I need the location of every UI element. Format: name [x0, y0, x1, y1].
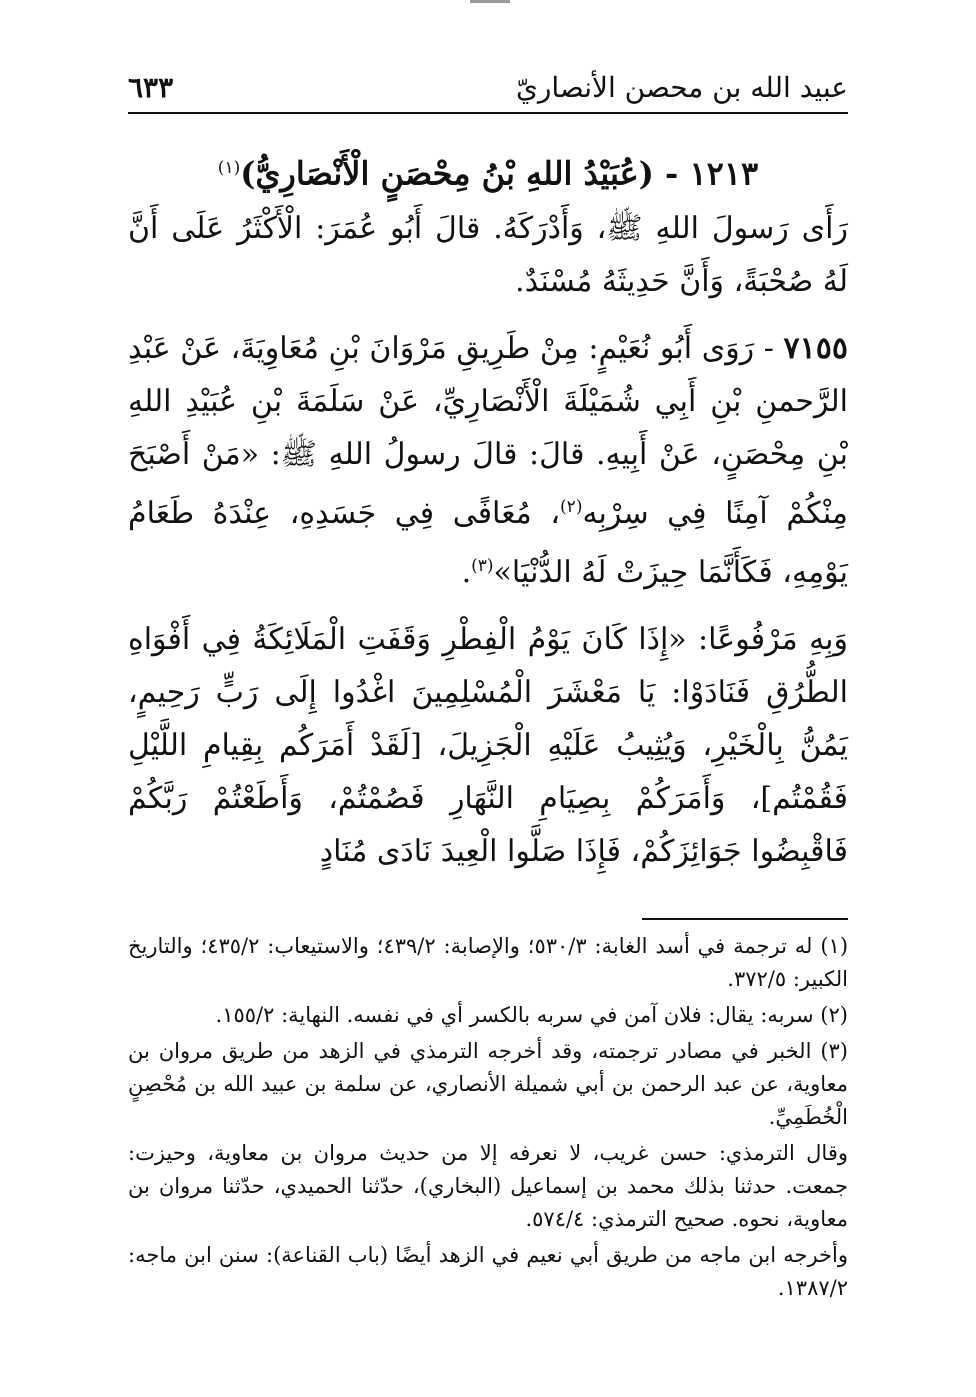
- footnote-ref-1: (١): [217, 158, 241, 178]
- hadith-text-part1: - رَوَى أَبُو نُعَيْمٍ: مِنْ طَرِيقِ مَرْوَانَ بْنِ مُعَاوِيَةَ، عَنْ عَبْدِ الرَّحمنِ بْنِ أَبِي شُمَيْلَةَ الْأَنْصَارِيِّ، عَنْ سَلَمَةَ بْنِ عُبَيْدِ اللهِ بْنِ مِحْصَنٍ، عَنْ أَبِيهِ. قالَ: قالَ رسولُ اللهِ ﷺ: «مَنْ أَصْبَحَ مِنْكُمْ آمِنًا فِي سِرْبِه: [128, 330, 848, 531]
- footnote-3-cont-a: وقال الترمذي: حسن غريب، لا نعرفه إلا من حديث مروان بن معاوية، وحيزت: جمعت. حدثنا بذلك محمد بن إسماعيل (البخاري)، حدّثنا الحميدي، حدّثنا مروان بن معاوية، نحوه. صحيح الترمذي: ٥٧٤/٤.: [128, 1141, 848, 1231]
- footnote-ref-2: (٢): [560, 496, 583, 517]
- entry-heading: [128, 140, 848, 202]
- hadith-paragraph: [128, 322, 848, 599]
- running-header: [128, 66, 848, 114]
- hadith-text-part2: ، مُعَافًى فِي جَسَدِهِ، عِنْدَهُ طَعَامُ يَوْمِهِ، فَكَأَنَّمَا حِيزَتْ لَهُ الدُّنْيَا»: [128, 495, 848, 590]
- scan-mark: [470, 0, 510, 3]
- footnote-3: (٣) الخبر في مصادر ترجمته، وقد أخرجه الترمذي في الزهد من طريق مروان بن معاوية، عن عبد الرحمن بن أبي شميلة الأنصاري، عن سلمة بن عبيد الله بن مُحْصِنٍ الْخُطَمِيِّ.: [128, 1039, 848, 1129]
- footnote-separator: [642, 918, 848, 920]
- header-title: عبيد الله بن محصن الأنصاريّ: [515, 71, 848, 104]
- footnote-3-cont-b: وأخرجه ابن ماجه من طريق أبي نعيم في الزهد أيضًا (باب القناعة): سنن ابن ماجه: ١٣٨٧/٢.: [128, 1243, 848, 1300]
- footnote-2: (٢) سربه: يقال: فلان آمن في سربه بالكسر أي في نفسه. النهاية: ١٥٥/٢.: [215, 1003, 848, 1027]
- main-text: [128, 140, 848, 878]
- entry-intro: رَأَى رَسولَ اللهِ ﷺ، وَأَدْرَكَهُ. قالَ أَبُو عُمَرَ: الْأَكْثَرُ عَلَى أَنَّ لَهُ صُحْبَةً، وَأَنَّ حَدِيثَهُ مُسْنَدٌ.: [128, 210, 848, 299]
- page-number: ٦٣٣: [128, 71, 174, 104]
- hadith-number: ٧١٥٥: [783, 330, 848, 366]
- footnotes: [128, 930, 848, 1308]
- entry-heading-text: ١٢١٣ - (عُبَيْدُ اللهِ بْنُ مِحْصَنٍ الْأَنْصَارِيُّ): [240, 154, 759, 193]
- hadith-text-end: .: [461, 554, 472, 590]
- footnote-1: (١) له ترجمة في أسد الغابة: ٥٣٠/٣؛ والإصابة: ٤٣٩/٢؛ والاستيعاب: ٤٣٥/٢؛ والتاريخ الكبير: ٣٧٢/٥.: [128, 934, 849, 991]
- footnote-ref-3: (٣): [471, 555, 494, 576]
- second-paragraph: وَبِهِ مَرْفُوعًا: «إِذَا كَانَ يَوْمُ الْفِطْرِ وَقَفَتِ الْمَلَائِكَةُ فِي أَفْوَاهِ الطُّرُقِ فَنَادَوْا: يَا مَعْشَرَ الْمُسْلِمِينَ اغْدُوا إِلَى رَبٍّ رَحِيمٍ، يَمُنُّ بِالْخَيْرِ، وَيُثِيبُ عَلَيْهِ الْجَزِيلَ، [لَقَدْ أَمَرَكُم بِقِيامِ اللَّيْلِ فَقُمْتُم]، وَأَمَرَكُمْ بِصِيَامِ النَّهَارِ فَصُمْتُمْ، وَأَطَعْتُمْ رَبَّكُمْ فَاقْبِضُوا جَوَائِزَكُمْ، فَإِذَا صَلَّوا الْعِيدَ نَادَى مُنَادٍ: [128, 621, 848, 869]
